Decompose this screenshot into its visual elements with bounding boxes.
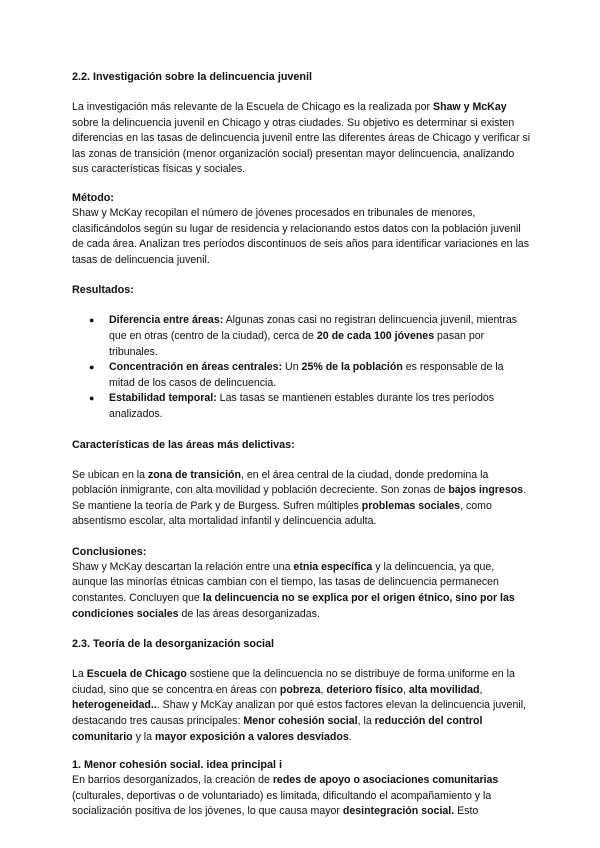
text-run: Shaw y McKay descartan la relación entre una — [72, 560, 294, 573]
bullet-icon: ● — [89, 362, 95, 373]
cohesion-paragraph — [72, 773, 532, 820]
text-run: y la — [132, 730, 155, 743]
metodo-paragraph: Shaw y McKay recopilan el número de jóvenes procesados en tribunales de menores, clasificándolos según su lugar de residencia y relacionando estos datos con la población juvenil de cada área. Analizan tres períodos discontinuos de seis años para identificar variaciones en las tasas de delincuencia juvenil. — [72, 206, 529, 266]
text-run: , la — [357, 715, 375, 728]
text-run: es responsable de la mitad de los casos de delincuencia. — [109, 361, 504, 389]
text-run: sobre la delincuencia juvenil en Chicago y otras ciudades. Su objetivo es determinar si existen diferencias en las tasas de delincuencia juvenil entre las diferentes áreas de Chicago y verificar si las zonas de transición (menor organización social) presentan mayor delincuencia, analizando sus características físicas y sociales. — [72, 116, 531, 176]
section-heading-2-3: 2.3. Teoría de la desorganización social — [72, 638, 275, 651]
caracteristicas-heading: Características de las áreas más delictivas: — [72, 438, 295, 451]
bold-run: Concentración en áreas centrales: — [109, 361, 283, 374]
resultados-list — [72, 313, 532, 422]
text-run: La — [72, 668, 87, 681]
text-run: . Se mantiene la teoría de Park y de Burgess. Sufren múltiples — [72, 484, 527, 512]
resultados-heading: Resultados: — [72, 284, 134, 297]
conclusiones-paragraph — [72, 560, 532, 622]
bold-run: deterioro físico — [326, 683, 403, 696]
intro-paragraph — [72, 100, 532, 178]
bold-run: Menor cohesión social — [243, 715, 358, 728]
bold-run: zona de transición — [147, 468, 241, 481]
bold-run: Escuela de Chicago — [86, 668, 187, 681]
bold-run: reducción del control comunitario — [72, 715, 483, 743]
text-run: . — [348, 730, 352, 743]
bold-run: etnia específica — [293, 560, 373, 573]
text-run: pasan por tribunales. — [109, 329, 485, 358]
bold-run: pobreza — [279, 683, 321, 696]
text-run: , — [402, 683, 409, 696]
text-run: (culturales, deportivas o de voluntariado) es limitada, dificultando el acompañamiento y la socialización positiva de los jóvenes, lo que causa mayor — [72, 789, 492, 818]
bullet-icon: ● — [89, 393, 95, 404]
text-run: y la delincuencia, ya que, aunque las minorías étnicas cambian con el tiempo, las tasas de delincuencia permanecen constantes. Concluyen que — [72, 560, 499, 605]
metodo-heading: Método: — [72, 191, 114, 204]
text-run: Las tasas se mantienen estables durante los tres períodos analizados. — [109, 392, 495, 420]
text-run: Se ubican en la — [72, 468, 148, 481]
bold-run: Estabilidad temporal: — [109, 392, 217, 405]
text-run: En barrios desorganizados, la creación de — [72, 774, 273, 787]
text-run: Un — [282, 361, 302, 374]
conclusiones-heading: Conclusiones: — [72, 545, 147, 558]
bold-run: mayor exposición a valores desviados — [155, 730, 349, 743]
bullet-icon: ● — [89, 315, 95, 326]
bold-run: redes de apoyo o asociaciones comunitarias — [272, 774, 499, 787]
cohesion-heading: 1. Menor cohesión social. idea principal i — [72, 759, 282, 772]
text-run: Algunas zonas casi no registran delincuencia juvenil, mientras que en otras (centro de la ciudad), cerca de — [109, 314, 518, 342]
section-heading-2-2: 2.2. Investigación sobre la delincuencia juvenil — [72, 71, 313, 83]
bold-run: heterogeneidad.. — [72, 699, 157, 712]
bold-run: 20 de cada 100 jóvenes — [316, 329, 435, 342]
text-run: , — [320, 683, 327, 696]
text-run: sostiene que la delincuencia no se distribuye de forma uniforme en la ciudad, sino que se concentra en áreas con — [72, 668, 515, 696]
bold-run: Shaw y McKay — [433, 101, 507, 113]
list-item — [72, 391, 532, 422]
text-run: , — [479, 683, 483, 696]
list-item — [72, 313, 532, 360]
text-run: de las áreas desorganizadas. — [178, 607, 320, 620]
bold-run: Diferencia entre áreas: — [109, 314, 224, 327]
list-item — [72, 360, 532, 391]
text-run: , como absentismo escolar, alta mortalidad infantil y delincuencia adulta. — [72, 499, 492, 528]
desorganizacion-paragraph — [72, 667, 532, 745]
text-run: Esto — [454, 805, 479, 818]
bold-run: problemas sociales — [361, 499, 461, 512]
bold-run: desintegración social. — [342, 805, 455, 818]
caracteristicas-paragraph — [72, 468, 532, 530]
bold-run: la delincuencia no se explica por el origen étnico, sino por las condiciones sociales — [72, 592, 515, 620]
bold-run: bajos ingresos — [448, 484, 524, 497]
text-run: La investigación más relevante de la Escuela de Chicago es la realizada por — [72, 101, 433, 113]
text-run: , en el área central de la ciudad, donde predomina la población inmigrante, con alta movilidad y población decreciente. Son zonas de — [72, 468, 489, 497]
document-content — [72, 70, 532, 820]
bold-run: 25% de la población — [301, 361, 403, 374]
bold-run: alta movilidad — [408, 683, 480, 696]
text-run: . Shaw y McKay analizan por qué estos factores elevan la delincuencia juvenil, destacando tres causas principales: — [72, 699, 526, 728]
